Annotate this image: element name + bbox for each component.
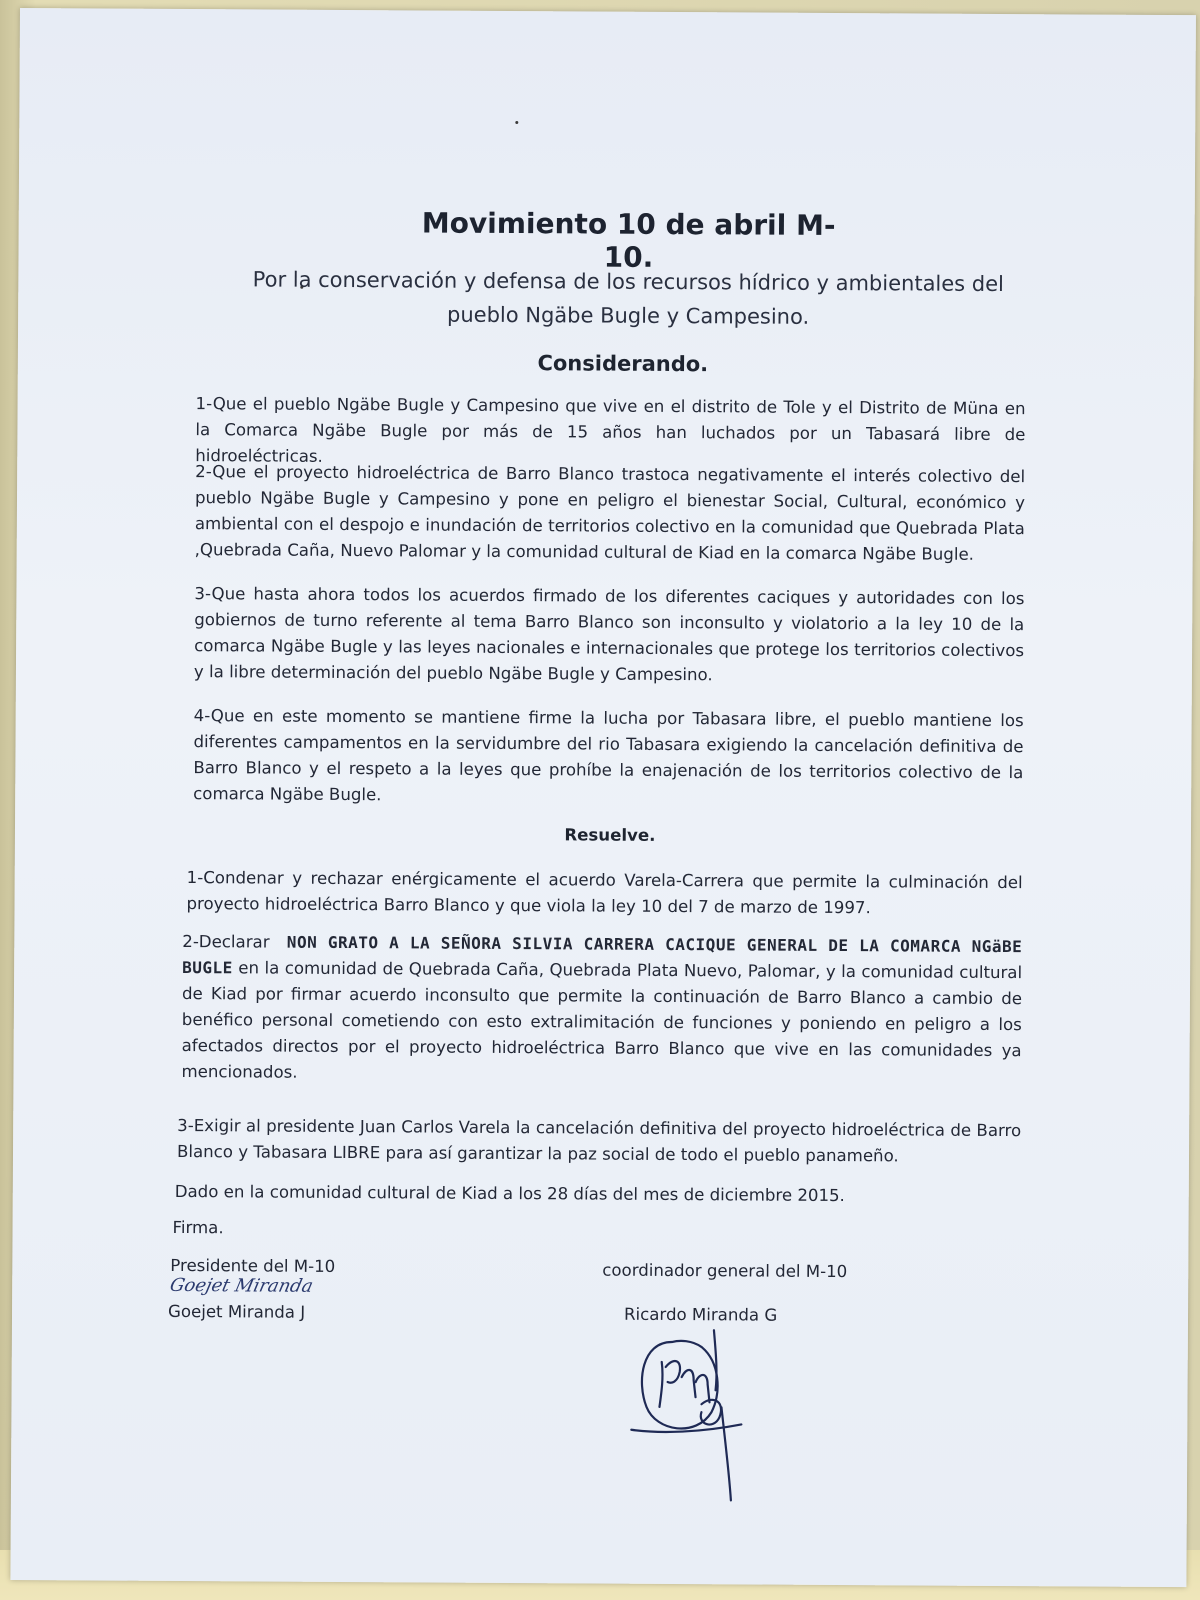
considerando-heading: Considerando. (537, 351, 709, 377)
coordinator-signature-scribble (601, 1312, 772, 1513)
resuelve-2-body: en la comunidad de Quebrada Caña, Quebrada Plata Nuevo, Palomar, y la comunidad cultural de Kiad por firmar acuerdo inconsulto que permite la continuación de Barro Blanco a cambio de benéfico personal cometiendo con esto extralimitación de funciones y poniendo en peligro a los afectados directos por el proyecto hidroeléctrica Barro Blanco que vive en las comunidades ya mencionados. (181, 958, 1023, 1082)
considerando-paragraph: 2-Que el proyecto hidroeléctrica de Barro Blanco trastoca negativamente el interés colectivo del pueblo Ngäbe Bugle y Campesino y pone en peligro el bienestar Social, Cultural, económico y ambiental con el despojo e inundación de territorios colectivo en la comunidad que Quebrada Plata ,Quebrada Caña, Nuevo Palomar y la comunidad cultural de Kiad en la comarca Ngäbe Bugle. (194, 462, 1026, 564)
page-title: Movimiento 10 de abril M-10. (421, 206, 836, 274)
coordinator-role: coordinador general del M-10 (602, 1260, 848, 1282)
considerando-paragraph: 4-Que en este momento se mantiene firme la lucha por Tabasara libre, el pueblo mantiene los diferentes campamentos en la servidumbre del rio Tabasara exigiendo la cancelación definitiva de Barro Blanco y el respeto a la leyes que prohíbe la enajenación de los territorios colectivo de la comarca Ngäbe Bugle. (193, 706, 1024, 805)
subtitle-line-2: pueblo Ngäbe Bugle y Campesino. (446, 302, 810, 329)
paper-speck (515, 121, 518, 124)
subtitle (218, 262, 1038, 335)
president-handwritten-signature: Goejet Miranda (167, 1274, 315, 1297)
firma-label: Firma. (172, 1217, 224, 1238)
coordinator-name: Ricardo Miranda G (623, 1304, 778, 1325)
resuelve-2-prefix: 2-Declarar (182, 932, 270, 952)
subtitle-line-1: Por la conservación y defensa de los recursos hídrico y ambientales del (252, 267, 1005, 297)
president-name: Goejet Miranda J (167, 1301, 306, 1322)
date-statement: Dado en la comunidad cultural de Kiad a los 28 días del mes de diciembre 2015. (174, 1181, 845, 1206)
resuelve-heading: Resuelve. (564, 825, 656, 845)
resuelve-paragraph-3: 3-Exigir al presidente Juan Carlos Varela la cancelación definitiva del proyecto hidroeléctrica de Barro Blanco y Tabasara LIBRE para así garantizar la paz social de todo el pueblo panameño. (176, 1115, 1022, 1166)
resuelve-paragraph-1: 1-Condenar y rechazar enérgicamente el acuerdo Varela-Carrera que permite la culminación del proyecto hidroeléctrica Barro Blanco y que viola la ley 10 del 7 de marzo de 1997. (186, 868, 1023, 918)
document-sheet (10, 8, 1196, 1587)
considerando-paragraph: 1-Que el pueblo Ngäbe Bugle y Campesino que vive en el distrito de Tole y el Distrito de Müna en la Comarca Ngäbe Bugle por más de 15 años han luchados por un Tabasará libre de hidroeléctricas. (195, 394, 1026, 466)
considerando-paragraph: 3-Que hasta ahora todos los acuerdos firmado de los diferentes caciques y autoridades con los gobiernos de turno referente al tema Barro Blanco son inconsulto y violatorio a la ley 10 de la comarca Ngäbe Bugle y las leyes nacionales e internacionales que protege los territorios colectivos y la libre determinación del pueblo Ngäbe Bugle y Campesino. (193, 584, 1025, 685)
resuelve-paragraph-2 (181, 929, 1022, 1090)
resuelve-2-declaration: NON GRATO A LA SEÑORA SILVIA CARRERA CACIQUE GENERAL DE LA COMARCA NGäBE BUGLE (182, 932, 1023, 978)
president-role: Presidente del M-10 (170, 1255, 336, 1276)
